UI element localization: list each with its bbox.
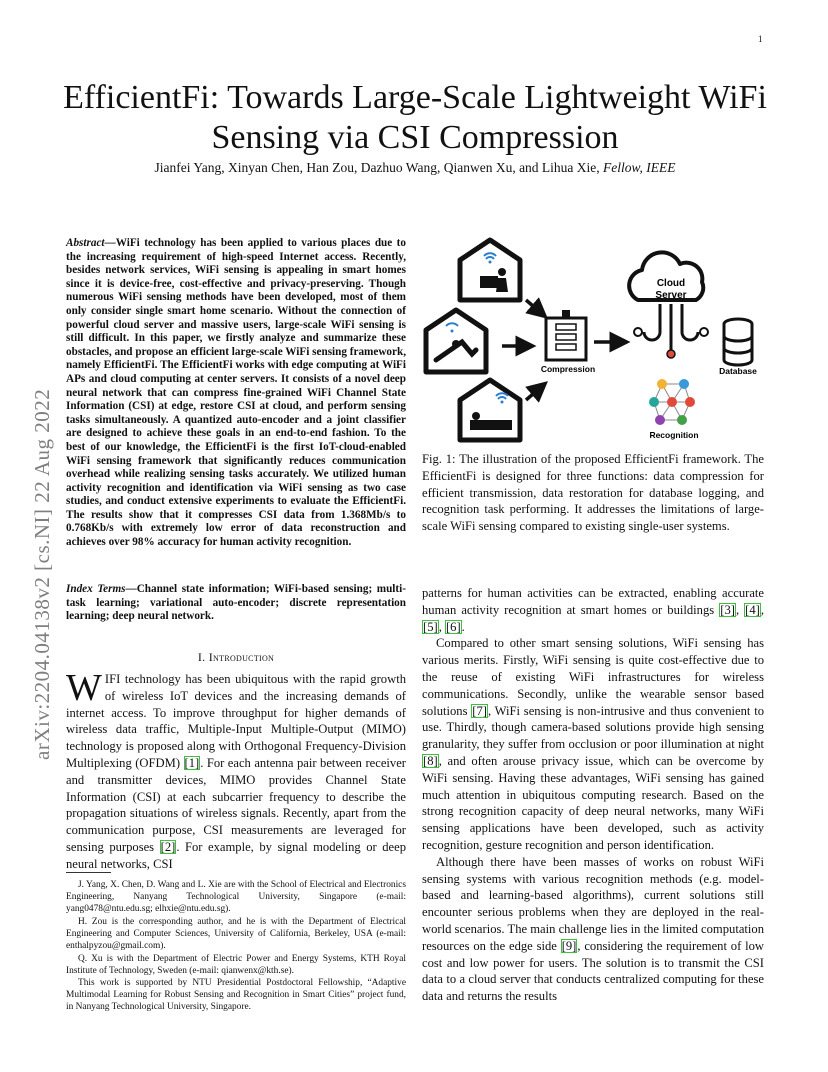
recognition-label: Recognition (649, 430, 699, 440)
cloud-label-line2: Server (655, 290, 687, 301)
database-icon (724, 319, 752, 365)
framework-diagram (422, 232, 767, 444)
right-column-text (422, 585, 764, 1005)
citation-link[interactable]: [8] (423, 753, 438, 768)
index-terms (66, 583, 406, 624)
footnotes (66, 879, 406, 1014)
arrow-home-to-compression (526, 300, 540, 312)
paragraph-challenges (422, 854, 764, 1005)
arxiv-identifier: arXiv:2204.04138v2 [cs.NI] 22 Aug 2022 (30, 388, 54, 760)
figure-caption: Fig. 1: The illustration of the proposed EfficientFi framework. The EfficientFi is designed for three functions: data compression for efficient transmission, data restoration for database logging, and recognition task performing. It addresses the limitations of large-scale WiFi sensing compared to existing single-user systems. (422, 452, 764, 534)
author-list (40, 160, 790, 176)
author-names: Jianfei Yang, Xinyan Chen, Han Zou, Dazhuo Wang, Qianwen Xu, and Lihua Xie, (154, 160, 600, 175)
index-terms-text: —Channel state information; WiFi-based sensing; multi-task learning; variational auto-encoder; discrete representation learning; deep neural network. (66, 583, 406, 623)
citation-link[interactable]: [7] (472, 703, 487, 718)
abstract-lead: Abstract (66, 237, 105, 249)
dropcap-letter: W (66, 667, 102, 709)
compression-device-icon (546, 310, 586, 360)
compression-label: Compression (540, 364, 596, 374)
author-suffix: Fellow, IEEE (603, 160, 676, 175)
arrow-home-to-compression (526, 388, 540, 400)
paragraph-text: , and often arouse privacy issue, which can be overcome by WiFi sensing. Having these advantages, WiFi sensing has gained much attention in ubiquitous computing research. Based on the strong recognition capacity of deep neural networks, many WiFi sensing applications have been developed, such as activity recognition, gesture recognition and person identification. (422, 753, 764, 852)
paragraph-text: Compared to other smart sensing solutions, WiFi sensing has various merits. Firstly, WiFi sensing is quite cost-effective due to the reuse of existing WiFi infrastructures for wireless communications. Secondly, unlike the wearable sensor based solutions (422, 636, 764, 718)
cloud-label-line1: Cloud (656, 278, 686, 289)
footnote-affiliation-3: Q. Xu is with the Department of Electric Power and Energy Systems, KTH Royal Institute of Technology, Sweden (e-mail: qianwenx@kth.se). (66, 953, 406, 976)
paragraph-text: , considering the requirement of low cost and low power for users. The solution is to transmit the CSI data to a cloud server that conducts centralized computing for these data and returns the results (422, 938, 764, 1004)
citation-link[interactable]: [3] (720, 602, 735, 617)
smart-home-sleep-icon (460, 380, 520, 440)
database-label: Database (719, 366, 757, 376)
footnote-affiliation-2: H. Zou is the corresponding author, and he is with the Department of Electrical Engineering and Computer Sciences, University of California, Berkeley, USA (e-mail: enthalpyzou@gmail.com). (66, 916, 406, 951)
citation-link[interactable]: [1] (184, 755, 200, 770)
recognition-network-icon (649, 379, 695, 425)
first-word-rest: IFI (104, 672, 121, 686)
footnote-rule (66, 872, 111, 873)
paper-title: EfficientFi: Towards Large-Scale Lightweight WiFi Sensing via CSI Compression (63, 79, 767, 156)
footnote-funding: This work is supported by NTU Presidential Postdoctoral Fellowship, “Adaptive Multimodal Learning for Robust Sensing and Recognition in Smart Cities” project fund, in Nanyang Technological University, Singapore. (66, 978, 406, 1013)
intro-text-1: technology has been ubiquitous with the rapid growth of wireless IoT devices and the increasing demands of internet access. To improve throughput for higher demands of wireless data traffic, Multiple-Input Multiple-Output (MIMO) technology is proposed along with Orthogonal Frequency-Division Multiplexing (OFDM) (66, 672, 406, 770)
citation-link[interactable]: [5] (423, 619, 438, 634)
paragraph-text: Although there have been masses of works on robust WiFi sensing systems with various recognition methods (e.g. model-based and learning-based algorithms), current solutions still encounter serious problems when they are deployed in the real-world scenarios. The main challenge lies in the limited computation resources on the edge side (422, 854, 764, 953)
figure-1 (422, 232, 767, 444)
paragraph-merits (422, 635, 764, 853)
page-number: 1 (758, 34, 763, 44)
introduction-paragraph (66, 667, 406, 873)
paragraph-text: patterns for human activities can be extracted, enabling accurate human activity recognition at smart homes or buildings (422, 586, 764, 617)
index-terms-lead: Index Terms (66, 583, 126, 595)
cloud-connector-lines (634, 304, 708, 358)
footnote-affiliation-1: J. Yang, X. Chen, D. Wang and L. Xie are with the School of Electrical and Electronics Engineering, Nanyang Technological University, Singapore (e-mail: yang0478@ntu.edu.sg; elhxie@ntu.edu.sg). (66, 880, 406, 915)
abstract (66, 237, 406, 550)
intro-text-2: . For each antenna pair between receiver and transmitter devices, MIMO provides Channel State Information (CSI) at each subcarrier frequency to describe the propagation situations of wireless signals. Recently, apart from the communication purpose, CSI measurements are leveraged for sensing purposes (66, 755, 406, 854)
smart-home-office-icon (460, 240, 520, 300)
smart-home-relax-icon (426, 310, 486, 372)
citation-link[interactable]: [9] (561, 938, 577, 953)
paragraph-continued: patterns for human activities can be extracted, enabling accurate human activity recognition at smart homes or buildings [3], [4], [5], [6]. (422, 586, 764, 634)
paragraph-text: , WiFi sensing is non-intrusive and thus convenient to use. Thirdly, though camera-based solutions provide high sensing granularity, they suffer from occlusion or poor illumination at night (422, 703, 764, 752)
citation-link[interactable]: [4] (745, 602, 760, 617)
citation-link[interactable]: [2] (160, 839, 176, 854)
section-heading (66, 650, 406, 665)
abstract-text: —WiFi technology has been applied to various places due to the increasing requirement of high-speed Internet access. Recently, besides network services, WiFi sensing is appealing in smart homes since it is device-free, cost-effective and privacy-preserving. Though numerous WiFi sensing methods have been developed, most of them only consider single smart home scenario. Without the connection of powerful cloud server and massive users, large-scale WiFi sensing is still difficult. In this paper, we firstly analyze and summarize these obstacles, and propose an efficient large-scale WiFi sensing framework, namely EfficientFi. The EfficientFi works with edge computing at WiFi APs and cloud computing at center servers. It consists of a novel deep neural network that can compress fine-grained WiFi Channel State Information (CSI) at edge, restore CSI at cloud, and perform sensing tasks simultaneously. A quantized auto-encoder and a joint classifier are designed to achieve these goals in an end-to-end fashion. To the best of our knowledge, the EfficientFi is the first IoT-cloud-enabled WiFi sensing framework that significantly reduces communication overhead while realizing sensing tasks accurately. We utilized human activity recognition and identification via WiFi sensing as two case studies, and conduct extensive experiments to evaluate the EfficientFi. The results show that it compresses CSI data from 1.368Mb/s to 0.768Kb/s with extremely low error of data reconstruction and achieves over 98% accuracy for human activity recognition. (66, 237, 406, 549)
intro-text-3: . For example, by signal modeling or deep neural networks, CSI (66, 839, 406, 871)
section-heading-text: I. Introduction (197, 650, 275, 664)
citation-link[interactable]: [6] (445, 619, 461, 634)
